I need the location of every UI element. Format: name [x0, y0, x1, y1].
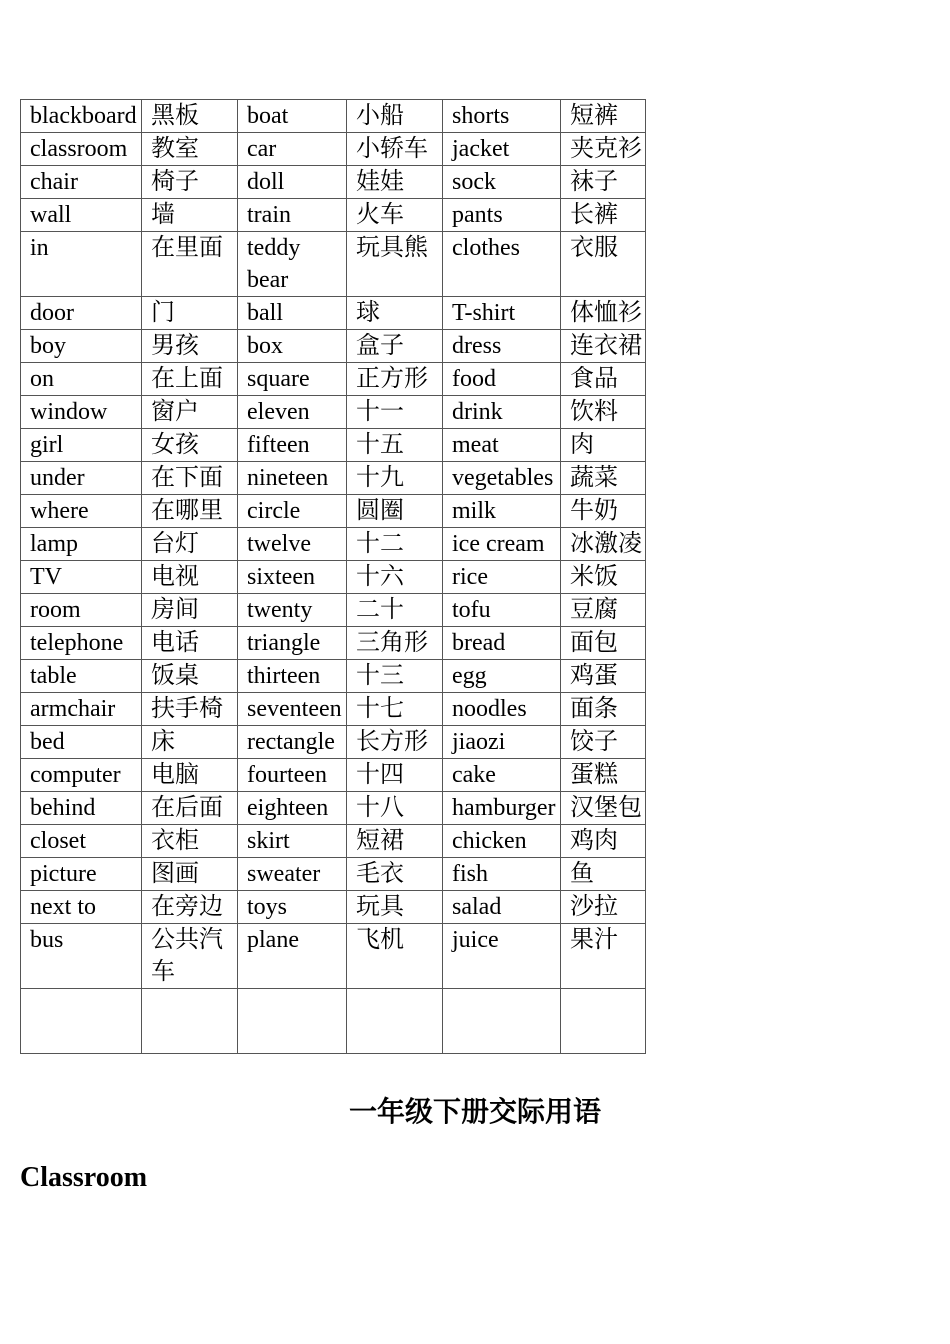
chinese-word-cell: 在旁边 — [142, 891, 238, 924]
english-word-cell: egg — [443, 660, 561, 693]
chinese-word-cell: 娃娃 — [347, 166, 443, 199]
english-word-cell: room — [21, 594, 142, 627]
english-word-cell: hamburger — [443, 792, 561, 825]
chinese-word-cell: 鱼 — [561, 858, 646, 891]
chinese-word-cell: 衣柜 — [142, 825, 238, 858]
chinese-word-cell: 球 — [347, 297, 443, 330]
chinese-word-cell: 长裤 — [561, 199, 646, 232]
english-word-cell: seventeen — [238, 693, 347, 726]
chinese-word-cell: 小轿车 — [347, 133, 443, 166]
english-word-cell: thirteen — [238, 660, 347, 693]
english-word-cell: teddy bear — [238, 232, 347, 297]
table-row — [21, 858, 646, 891]
chinese-word-cell: 夹克衫 — [561, 133, 646, 166]
english-word-cell: bus — [21, 924, 142, 989]
chinese-word-cell: 短裤 — [561, 100, 646, 133]
chinese-word-cell: 在上面 — [142, 363, 238, 396]
chinese-word-cell: 公共汽车 — [142, 924, 238, 989]
chinese-word-cell: 面条 — [561, 693, 646, 726]
table-row — [21, 726, 646, 759]
english-word-cell: vegetables — [443, 462, 561, 495]
chinese-word-cell: 扶手椅 — [142, 693, 238, 726]
table-row — [21, 133, 646, 166]
english-word-cell: fifteen — [238, 429, 347, 462]
chinese-word-cell: 冰激凌 — [561, 528, 646, 561]
english-word-cell: skirt — [238, 825, 347, 858]
chinese-word-cell: 汉堡包 — [561, 792, 646, 825]
table-row — [21, 825, 646, 858]
english-word-cell: ball — [238, 297, 347, 330]
chinese-word-cell: 长方形 — [347, 726, 443, 759]
english-word-cell: rectangle — [238, 726, 347, 759]
chinese-word-cell: 面包 — [561, 627, 646, 660]
chinese-word-cell: 墙 — [142, 199, 238, 232]
chinese-word-cell: 十三 — [347, 660, 443, 693]
english-word-cell: train — [238, 199, 347, 232]
english-word-cell: milk — [443, 495, 561, 528]
chinese-word-cell — [347, 989, 443, 1054]
english-word-cell: armchair — [21, 693, 142, 726]
english-word-cell: closet — [21, 825, 142, 858]
chinese-word-cell: 玩具 — [347, 891, 443, 924]
english-word-cell: noodles — [443, 693, 561, 726]
english-word-cell: computer — [21, 759, 142, 792]
english-word-cell: bed — [21, 726, 142, 759]
table-row — [21, 100, 646, 133]
chinese-word-cell: 玩具熊 — [347, 232, 443, 297]
chinese-word-cell: 椅子 — [142, 166, 238, 199]
chinese-word-cell: 飞机 — [347, 924, 443, 989]
english-word-cell: on — [21, 363, 142, 396]
chinese-word-cell: 十五 — [347, 429, 443, 462]
chinese-word-cell: 饮料 — [561, 396, 646, 429]
english-word-cell: shorts — [443, 100, 561, 133]
english-word-cell: food — [443, 363, 561, 396]
chinese-word-cell: 饺子 — [561, 726, 646, 759]
table-row — [21, 660, 646, 693]
chinese-word-cell: 十六 — [347, 561, 443, 594]
table-row — [21, 561, 646, 594]
chinese-word-cell: 十七 — [347, 693, 443, 726]
table-row — [21, 594, 646, 627]
english-word-cell: boat — [238, 100, 347, 133]
english-word-cell: toys — [238, 891, 347, 924]
english-word-cell: box — [238, 330, 347, 363]
chinese-word-cell: 图画 — [142, 858, 238, 891]
english-word-cell: chair — [21, 166, 142, 199]
chinese-word-cell: 牛奶 — [561, 495, 646, 528]
english-word-cell: clothes — [443, 232, 561, 297]
english-word-cell: chicken — [443, 825, 561, 858]
chinese-word-cell: 电话 — [142, 627, 238, 660]
chinese-word-cell: 在后面 — [142, 792, 238, 825]
chinese-word-cell: 饭桌 — [142, 660, 238, 693]
section-title: 一年级下册交际用语 — [348, 1095, 601, 1128]
chinese-word-cell — [561, 989, 646, 1054]
english-word-cell: eleven — [238, 396, 347, 429]
english-word-cell: salad — [443, 891, 561, 924]
english-word-cell: boy — [21, 330, 142, 363]
chinese-word-cell: 窗户 — [142, 396, 238, 429]
chinese-word-cell: 在下面 — [142, 462, 238, 495]
chinese-word-cell: 门 — [142, 297, 238, 330]
chinese-word-cell: 女孩 — [142, 429, 238, 462]
chinese-word-cell: 小船 — [347, 100, 443, 133]
chinese-word-cell: 体恤衫 — [561, 297, 646, 330]
english-word-cell: blackboard — [21, 100, 142, 133]
vocabulary-table — [20, 99, 646, 1054]
english-word-cell: juice — [443, 924, 561, 989]
table-row — [21, 627, 646, 660]
english-word-cell: classroom — [21, 133, 142, 166]
english-word-cell: under — [21, 462, 142, 495]
table-row — [21, 429, 646, 462]
english-word-cell: sweater — [238, 858, 347, 891]
english-word-cell: in — [21, 232, 142, 297]
chinese-word-cell: 短裙 — [347, 825, 443, 858]
chinese-word-cell: 十九 — [347, 462, 443, 495]
chinese-word-cell: 蛋糕 — [561, 759, 646, 792]
table-row — [21, 891, 646, 924]
chinese-word-cell: 十二 — [347, 528, 443, 561]
chinese-word-cell: 正方形 — [347, 363, 443, 396]
english-word-cell: jacket — [443, 133, 561, 166]
table-row — [21, 924, 646, 989]
english-word-cell: window — [21, 396, 142, 429]
english-word-cell: TV — [21, 561, 142, 594]
english-word-cell: behind — [21, 792, 142, 825]
english-word-cell: circle — [238, 495, 347, 528]
chinese-word-cell: 肉 — [561, 429, 646, 462]
chinese-word-cell: 男孩 — [142, 330, 238, 363]
chinese-word-cell: 电视 — [142, 561, 238, 594]
chinese-word-cell: 三角形 — [347, 627, 443, 660]
section-subtitle: Classroom — [20, 1162, 148, 1193]
english-word-cell: where — [21, 495, 142, 528]
chinese-word-cell: 教室 — [142, 133, 238, 166]
english-word-cell: rice — [443, 561, 561, 594]
english-word-cell: cake — [443, 759, 561, 792]
english-word-cell: square — [238, 363, 347, 396]
table-row — [21, 462, 646, 495]
english-word-cell: picture — [21, 858, 142, 891]
chinese-word-cell: 在里面 — [142, 232, 238, 297]
table-row — [21, 528, 646, 561]
english-word-cell: girl — [21, 429, 142, 462]
chinese-word-cell: 圆圈 — [347, 495, 443, 528]
chinese-word-cell: 袜子 — [561, 166, 646, 199]
english-word-cell: wall — [21, 199, 142, 232]
english-word-cell: lamp — [21, 528, 142, 561]
chinese-word-cell: 黑板 — [142, 100, 238, 133]
english-word-cell: twenty — [238, 594, 347, 627]
english-word-cell: fourteen — [238, 759, 347, 792]
english-word-cell: fish — [443, 858, 561, 891]
chinese-word-cell: 火车 — [347, 199, 443, 232]
chinese-word-cell: 鸡蛋 — [561, 660, 646, 693]
english-word-cell: sixteen — [238, 561, 347, 594]
chinese-word-cell: 电脑 — [142, 759, 238, 792]
english-word-cell: pants — [443, 199, 561, 232]
chinese-word-cell: 十八 — [347, 792, 443, 825]
chinese-word-cell: 米饭 — [561, 561, 646, 594]
english-word-cell: car — [238, 133, 347, 166]
english-word-cell: meat — [443, 429, 561, 462]
chinese-word-cell: 鸡肉 — [561, 825, 646, 858]
english-word-cell: jiaozi — [443, 726, 561, 759]
table-row — [21, 396, 646, 429]
table-row — [21, 199, 646, 232]
english-word-cell: telephone — [21, 627, 142, 660]
table-row — [21, 363, 646, 396]
chinese-word-cell: 毛衣 — [347, 858, 443, 891]
english-word-cell: ice cream — [443, 528, 561, 561]
chinese-word-cell: 蔬菜 — [561, 462, 646, 495]
chinese-word-cell: 盒子 — [347, 330, 443, 363]
chinese-word-cell: 连衣裙 — [561, 330, 646, 363]
english-word-cell: twelve — [238, 528, 347, 561]
english-word-cell: drink — [443, 396, 561, 429]
english-word-cell: next to — [21, 891, 142, 924]
english-word-cell: sock — [443, 166, 561, 199]
english-word-cell: plane — [238, 924, 347, 989]
english-word-cell: triangle — [238, 627, 347, 660]
chinese-word-cell: 十四 — [347, 759, 443, 792]
chinese-word-cell: 衣服 — [561, 232, 646, 297]
table-row — [21, 759, 646, 792]
chinese-word-cell — [142, 989, 238, 1054]
english-word-cell: eighteen — [238, 792, 347, 825]
english-word-cell: door — [21, 297, 142, 330]
chinese-word-cell: 在哪里 — [142, 495, 238, 528]
chinese-word-cell: 台灯 — [142, 528, 238, 561]
chinese-word-cell: 十一 — [347, 396, 443, 429]
english-word-cell: T-shirt — [443, 297, 561, 330]
chinese-word-cell: 沙拉 — [561, 891, 646, 924]
english-word-cell: bread — [443, 627, 561, 660]
table-row — [21, 792, 646, 825]
table-row — [21, 693, 646, 726]
chinese-word-cell: 房间 — [142, 594, 238, 627]
table-row — [21, 166, 646, 199]
english-word-cell — [21, 989, 142, 1054]
chinese-word-cell: 食品 — [561, 363, 646, 396]
chinese-word-cell: 豆腐 — [561, 594, 646, 627]
english-word-cell: tofu — [443, 594, 561, 627]
table-row — [21, 330, 646, 363]
chinese-word-cell: 果汁 — [561, 924, 646, 989]
english-word-cell: nineteen — [238, 462, 347, 495]
vocabulary-table-body — [21, 100, 646, 1054]
english-word-cell — [238, 989, 347, 1054]
chinese-word-cell: 二十 — [347, 594, 443, 627]
chinese-word-cell: 床 — [142, 726, 238, 759]
table-row — [21, 297, 646, 330]
table-row — [21, 989, 646, 1054]
english-word-cell: doll — [238, 166, 347, 199]
english-word-cell: table — [21, 660, 142, 693]
table-row — [21, 495, 646, 528]
table-row — [21, 232, 646, 297]
english-word-cell — [443, 989, 561, 1054]
english-word-cell: dress — [443, 330, 561, 363]
